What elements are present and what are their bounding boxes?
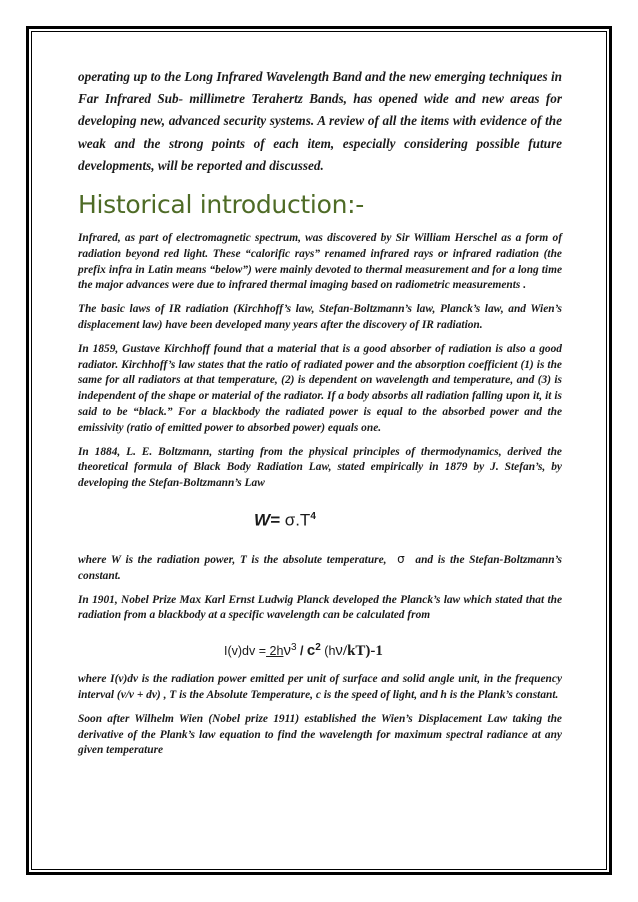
paragraph-kirchhoff: In 1859, Gustave Kirchhoff found that a material that is a good absorber of radiation is also a good radiator. Kirchhoff’s law states that the ratio of radiated power and the absorption coefficient (1) is the same for all radiators at that temperature, (2) is dependent on wavelength and temperature, and (3) is independent of the shape or material of the radiator. If a body absorbs all radiation falling upon it, it is said to be “black.” For a blackbody the radiated power is equal to the absorbed power and the emissivity (ratio of emitted power to absorbed power) equals one.: [78, 342, 562, 434]
definitions-text-end: and is the Stefan-Boltzmann’s constant.: [78, 553, 562, 582]
planck-equals: =: [258, 644, 267, 659]
planck-numerator: 2h: [266, 644, 284, 659]
paragraph-basic-laws: The basic laws of IR radiation (Kirchhoff’s law, Stefan-Boltzmann’s law, Planck’s law, and Wien’s displacement law) have been developed many years after the discovery of IR radiation.: [78, 303, 562, 331]
section-heading: Historical introduction:-: [78, 190, 364, 220]
planck-lhs: I(v)dv: [224, 644, 259, 659]
paragraph-planck: In 1901, Nobel Prize Max Karl Ernst Ludwig Planck developed the Planck’s law which stated that the radiation from a blackbody at a specific wavelength can be calculated from: [78, 593, 562, 622]
planck-tail: /kT)-1: [342, 643, 383, 660]
equation-rhs: σ.T: [279, 510, 311, 530]
paragraph-wien: Soon after Wilhelm Wien (Nobel prize 1911) established the Wien’s Displacement Law taking the derivative of the Plank’s law equation to find the wavelength for maximum spectral radiance at any given temperature: [78, 712, 562, 757]
planck-c: c: [306, 642, 316, 660]
planck-equation: [224, 638, 562, 658]
paragraph-stefan-definitions: [78, 552, 562, 585]
document-body: [78, 66, 562, 767]
planck-nu: ν: [283, 642, 291, 660]
planck-nu2: ν: [335, 642, 343, 660]
definitions-text: where W is the radiation power, T is the absolute temperature,: [78, 553, 387, 566]
planck-c-exponent: 2: [315, 642, 321, 654]
equation-exponent: 4: [310, 510, 316, 522]
planck-nu-exponent: 3: [290, 642, 297, 654]
paragraph-herschel: Infrared, as part of electromagnetic spectrum, was discovered by Sir William Herschel as a form of radiation beyond red light. These “calorific rays” renamed infrared rays or infrared radiation (the prefix infra in Latin means “below”) were mainly devoted to thermal measurement and for a long time the major advances were due to infrared thermal imaging based on radiometric measurements .: [78, 232, 562, 292]
paragraph-boltzmann: In 1884, L. E. Boltzmann, starting from the physical principles of thermodynamics, derived the theoretical formula of Black Body Radiation Law, stated empirically in 1879 by J. Stefan’s, by developing the Stefan-Boltzmann’s Law: [78, 445, 562, 490]
stefan-boltzmann-equation: [254, 506, 562, 528]
intro-paragraph: operating up to the Long Infrared Wavelength Band and the new emerging techniques in Far Infrared Sub- millimetre Terahertz Bands, has opened wide and new areas for developing new, advanced security systems. A review of all the items with evidence of the weak and the strong points of each item, especially considering possible future developments, will be reported and discussed.: [78, 69, 562, 173]
planck-slash: /: [296, 644, 307, 659]
planck-paren: (h: [320, 644, 336, 659]
paragraph-planck-definitions: where I(v)dv is the radiation power emitted per unit of surface and solid angle unit, in the frequency interval (v/v + dv) , T is the Absolute Temperature, c is the speed of light, and h is the Plank’s constant.: [78, 673, 562, 701]
sigma-symbol: σ: [397, 551, 405, 566]
equation-lhs: W=: [254, 510, 280, 530]
